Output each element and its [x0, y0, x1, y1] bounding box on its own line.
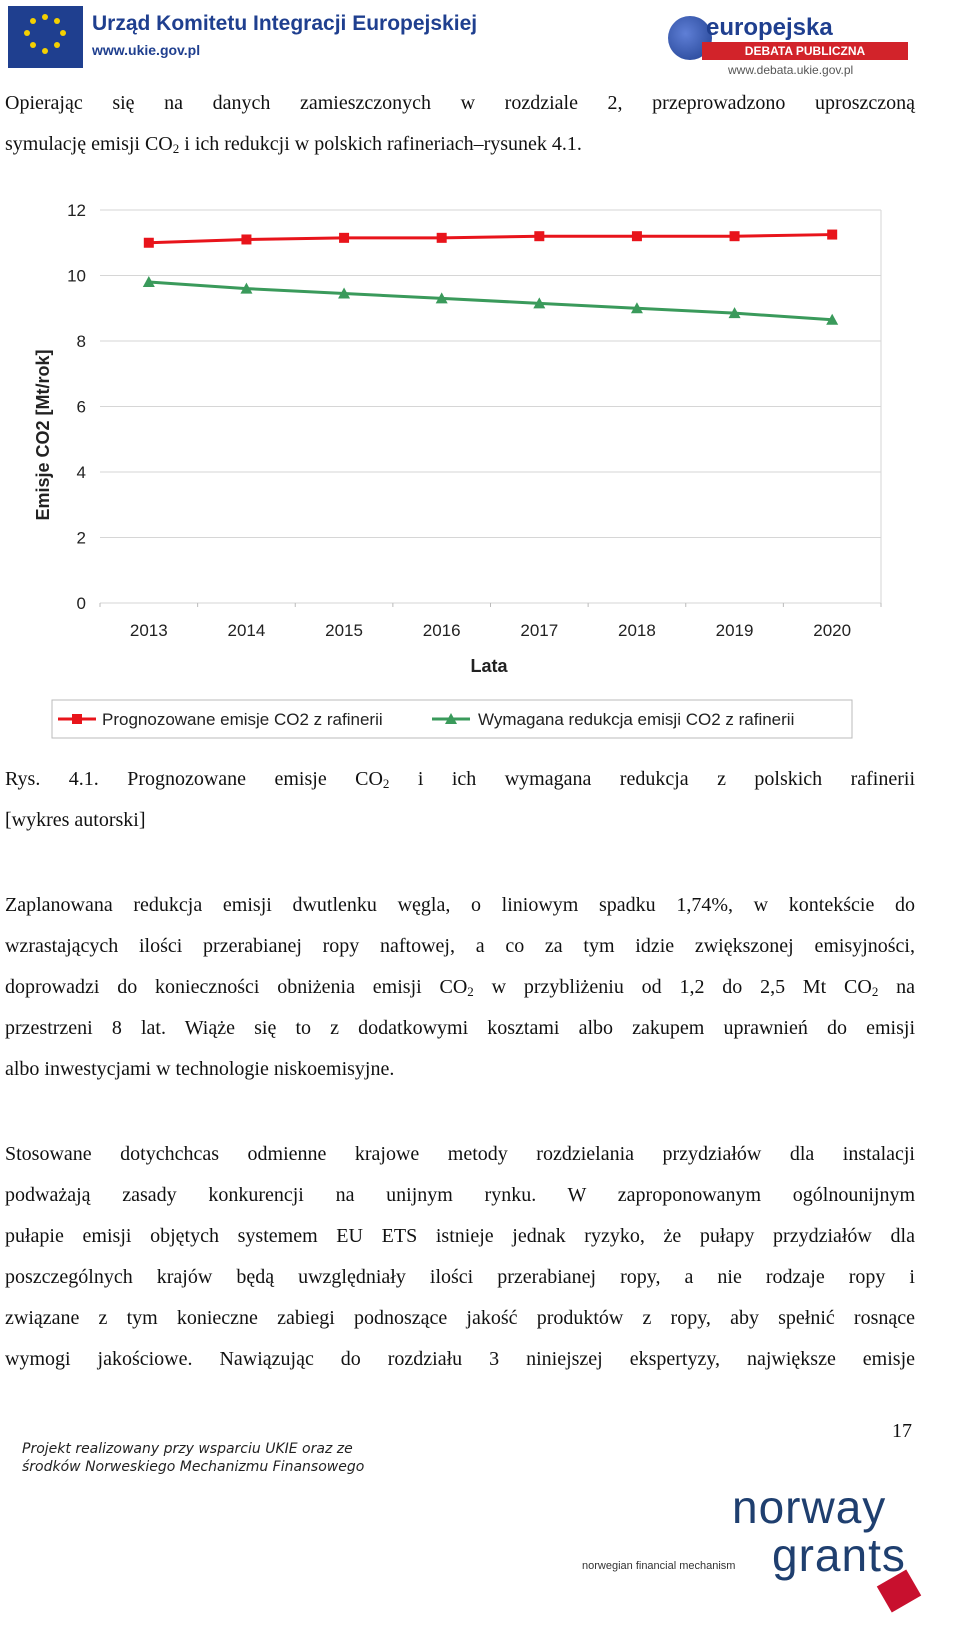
intro-line-2: symulację emisji $CO_2$ i ich redukcji w polskich rafineriach–rysunek 4.1. [5, 133, 582, 156]
x-tick-label: 2016 [422, 621, 461, 640]
x-tick-label: 2015 [325, 621, 363, 640]
data-point-square [632, 231, 642, 241]
figure-caption [5, 759, 915, 841]
intro-paragraph [5, 83, 915, 165]
legend-marker-square [72, 714, 82, 724]
debate-bar: DEBATA PUBLICZNA [702, 42, 908, 60]
para2-line-5: związane z tym konieczne zabiegi podnoszące jakość produktów z ropy, aby spełnić rosnące [5, 1307, 915, 1329]
para2-line-4: poszczególnych krajów będą uwzględniały ilości przerabianej ropy, a nie rodzaje ropy i [5, 1266, 915, 1288]
legend-label: Prognozowane emisje CO2 z rafinerii [102, 710, 383, 729]
legend-label: Wymagana redukcja emisji CO2 z rafinerii [478, 710, 795, 729]
debate-url[interactable]: www.debata.ukie.gov.pl [728, 63, 854, 77]
para1-line-4: przestrzeni 8 lat. Wiąże się to z dodatkowymi kosztami albo zakupem uprawnień do emisji [5, 1017, 915, 1039]
project-note-line-1: Projekt realizowany przy wsparciu UKIE oraz ze [22, 1441, 353, 1457]
debate-logo [668, 6, 918, 77]
y-axis-label: Emisje CO2 [Mt/rok] [33, 349, 53, 521]
x-tick-label: 2017 [520, 621, 559, 640]
norway-grants-logo [582, 1480, 922, 1630]
ukie-title: Urząd Komitetu Integracji Europejskiej [92, 12, 478, 35]
project-note [22, 1440, 364, 1476]
ukie-url[interactable]: www.ukie.gov.pl [92, 42, 201, 58]
y-tick-label: 6 [76, 397, 86, 417]
data-point-square [534, 231, 544, 241]
paragraph-2 [5, 1134, 915, 1380]
data-point-square [437, 233, 447, 243]
page-header [0, 0, 960, 82]
x-tick-label: 2019 [715, 621, 754, 640]
nfm-text: norwegian financial mechanism [582, 1560, 736, 1572]
y-tick-label: 12 [67, 201, 86, 220]
paragraph-1 [5, 885, 915, 1090]
para1-line-1: Zaplanowana redukcja emisji dwutlenku węgla, o liniowym spadku 1,74%, w kontekście do [5, 894, 915, 916]
caption-line-2: [wykres autorski] [5, 809, 146, 831]
eu-flag-logo [8, 6, 83, 68]
para2-line-2: podważają zasady konkurencji na unijnym rynku. W zaproponowanym ogólnounijnym [5, 1184, 915, 1206]
norway-word: norway [732, 1481, 887, 1533]
x-tick-label: 2018 [618, 621, 656, 640]
data-point-square [241, 234, 251, 244]
y-tick-label: 0 [76, 594, 86, 613]
debate-word: europejska [706, 14, 833, 41]
data-point-square [339, 233, 349, 243]
y-tick-label: 2 [76, 528, 86, 548]
y-tick-label: 10 [67, 266, 86, 286]
y-tick-label: 4 [76, 463, 86, 482]
data-point-square [730, 231, 740, 241]
page-number: 17 [892, 1420, 912, 1442]
x-axis-label: Lata [470, 656, 508, 676]
para2-line-3: pułapie emisji objętych systemem EU ETS istnieje jednak ryzyko, że pułapy przydziałów dla [5, 1225, 915, 1247]
emissions-line-chart [0, 190, 960, 750]
para1-line-3: doprowadzi do konieczności obniżenia emisji $CO_2$ w przybliżeniu od 1,2 do 2,5 Mt $CO_2$ na [5, 976, 915, 999]
project-note-line-2: środków Norweskiego Mechanizmu Finansowego [22, 1459, 365, 1475]
x-tick-label: 2020 [813, 621, 852, 640]
x-tick-label: 2014 [227, 621, 266, 640]
para1-line-5: albo inwestycjami w technologie niskoemisyjne. [5, 1058, 395, 1080]
para1-line-2: wzrastających ilości przerabianej ropy naftowej, a co za tym idzie zwiększonej emisyjności, [5, 935, 915, 957]
x-tick-label: 2013 [129, 621, 168, 640]
data-point-square [144, 238, 154, 248]
y-tick-label: 8 [76, 332, 86, 351]
series-line-2 [149, 282, 832, 320]
caption-line-1: Rys. 4.1. Prognozowane emisje $CO_2$ i ich wymagana redukcja z polskich rafinerii [5, 768, 915, 791]
para2-line-1: Stosowane dotychchcas odmienne krajowe metody rozdzielania przydziałów dla instalacji [5, 1143, 915, 1165]
grants-word: grants [772, 1529, 906, 1581]
intro-line-1: Opierając się na danych zamieszczonych w rozdziale 2, przeprowadzono uproszczoną [5, 92, 915, 114]
para2-line-6: wymogi jakościowe. Nawiązując do rozdziału 3 niniejszej ekspertyzy, największe emisje [5, 1348, 915, 1370]
data-point-square [827, 230, 837, 240]
